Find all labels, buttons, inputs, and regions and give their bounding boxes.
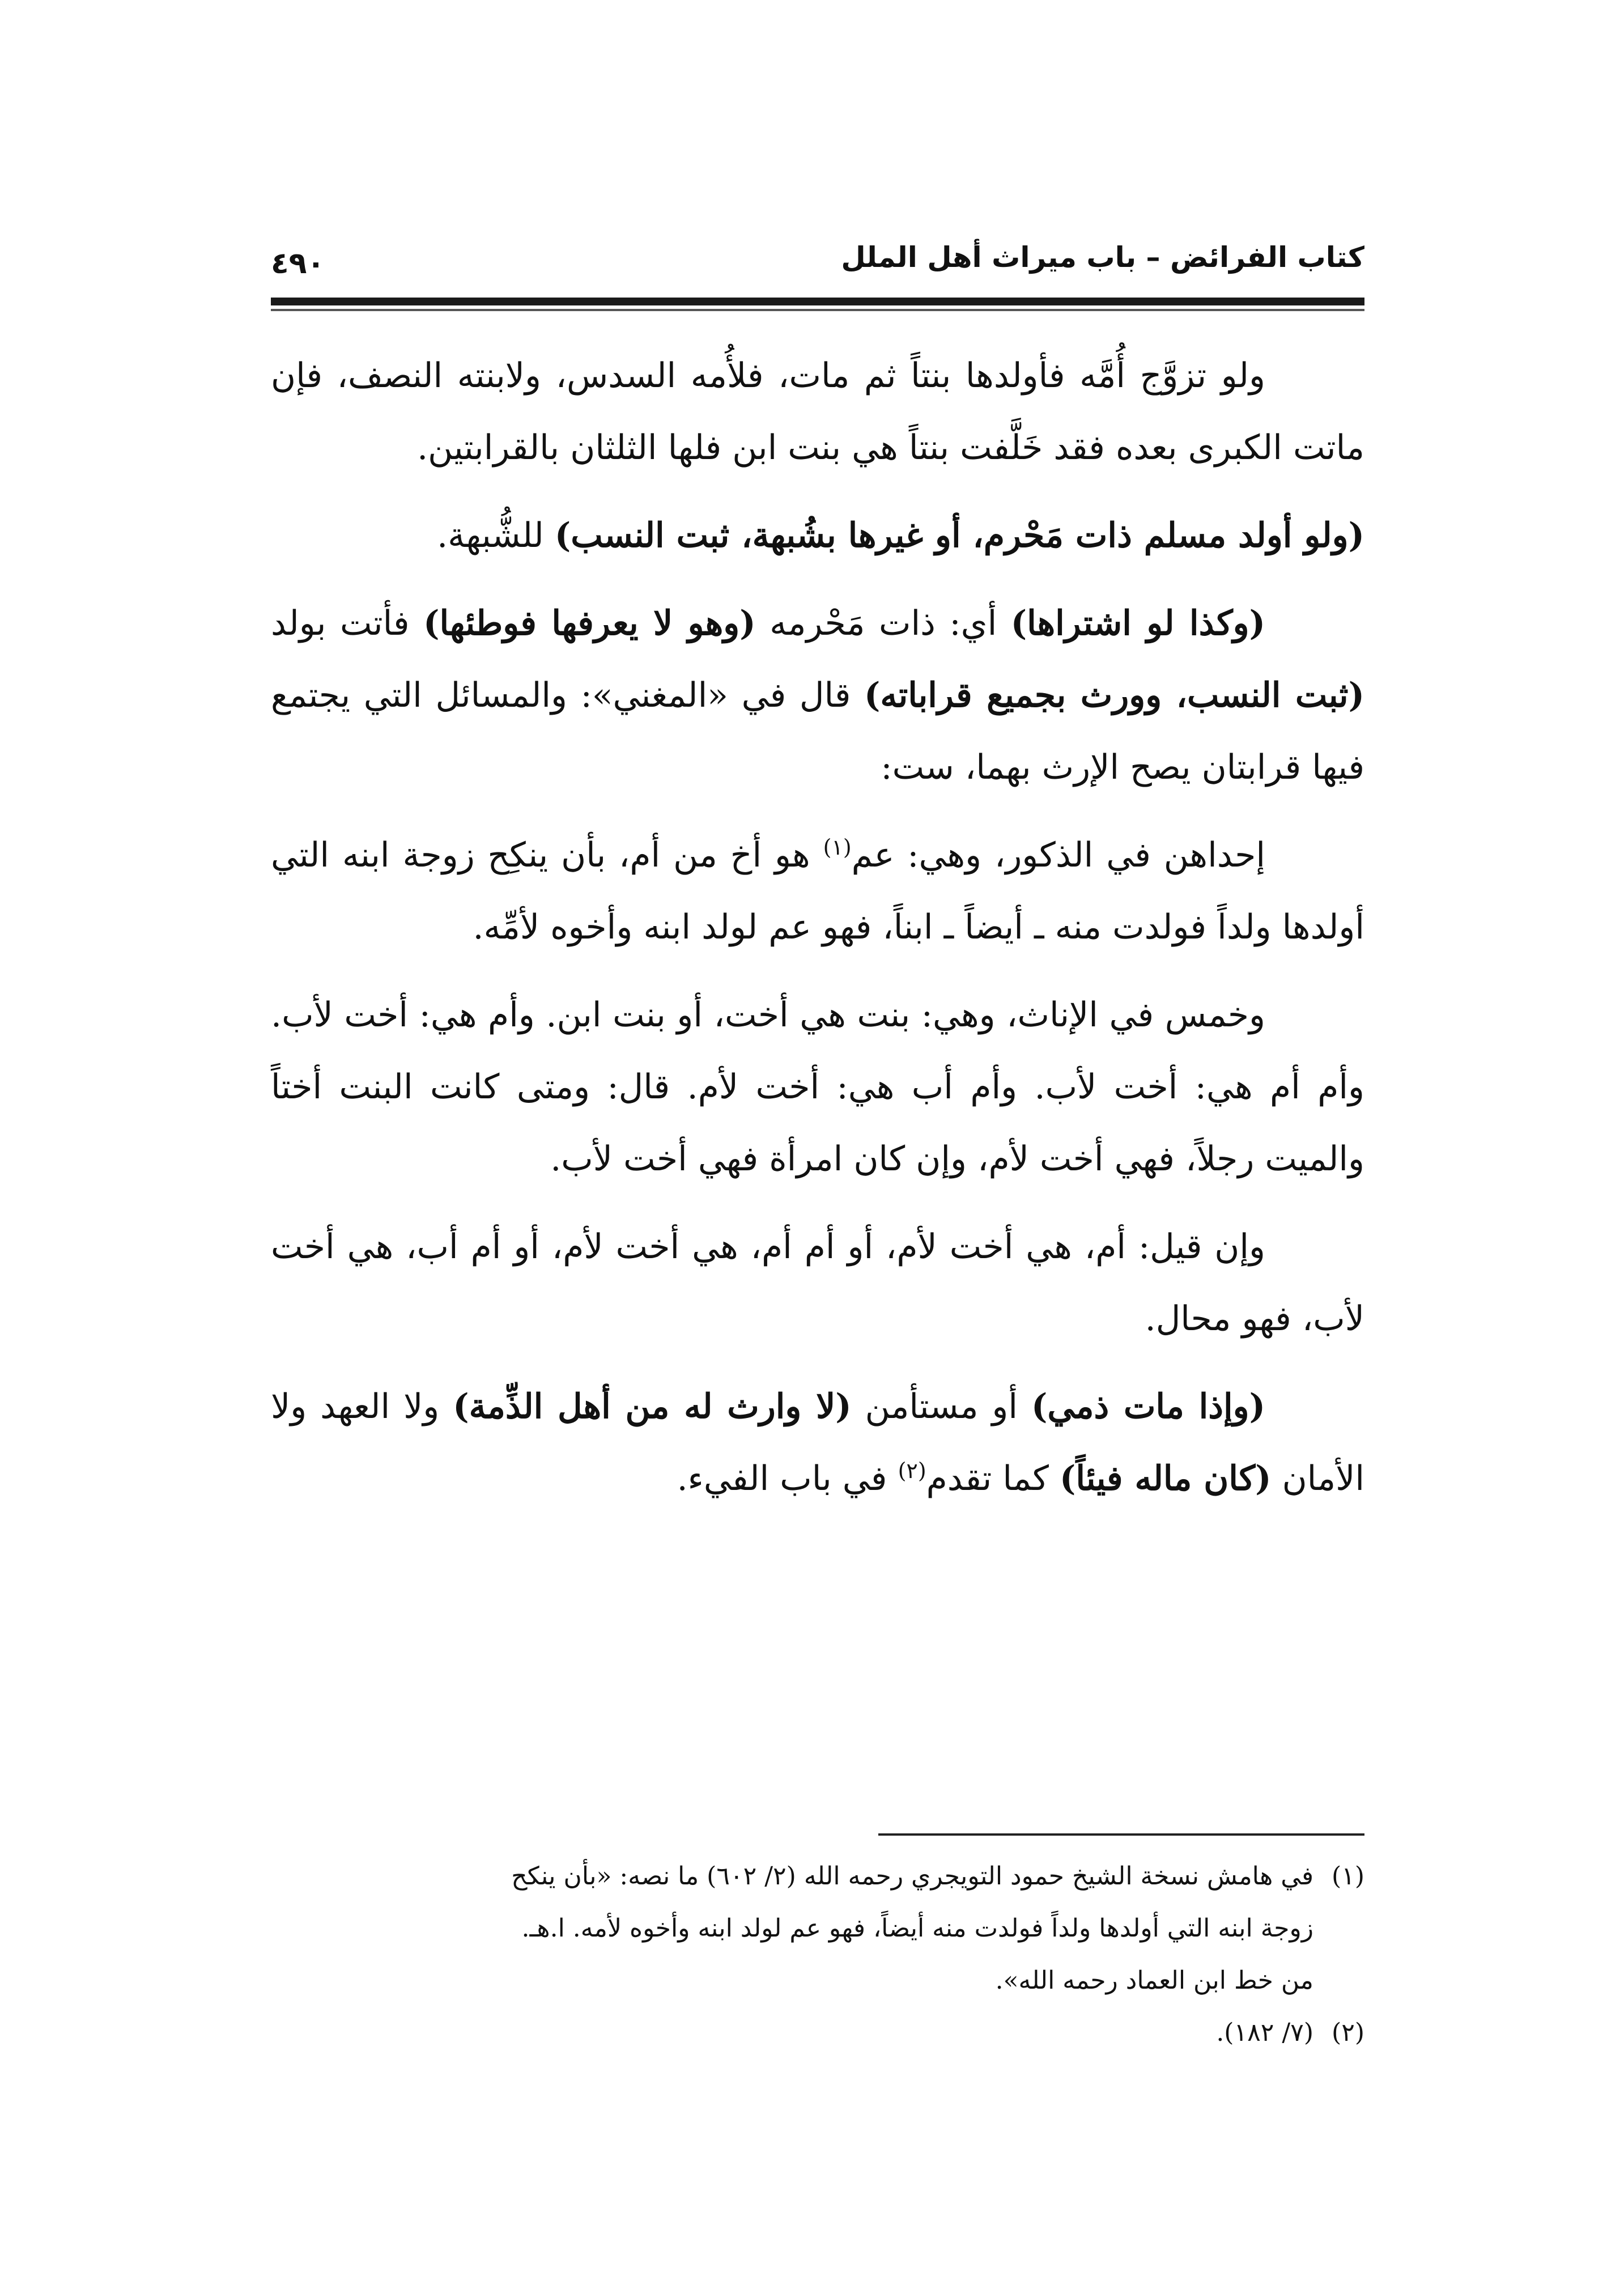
footnote-number: (٢) <box>1332 2018 1364 2047</box>
sharh-text: أي: ذات مَحْرمه <box>755 604 1011 643</box>
footnote-number: (١) <box>1332 1862 1364 1891</box>
sharh-text: للشُّبهة. <box>437 516 555 555</box>
matn-text: (وإذا مات ذمي) <box>1031 1387 1265 1426</box>
sharh-text: ولا العهد ولا الأمان <box>271 1387 1364 1498</box>
footnotes <box>271 1850 1364 2059</box>
sharh-text: هو أخ من أم، بأن ينكِح زوجة ابنه التي أولدها ولداً فولدت منه ـ أيضاً ـ ابناً، فهو عم لولد ابنه وأخوه لأمِّه. <box>271 835 1364 947</box>
footnote-line: زوجة ابنه التي أولدها ولداً فولدت منه أيضاً، فهو عم لولد ابنه وأخوه لأمه. ا.هـ. <box>521 1914 1313 1943</box>
paragraph <box>271 1371 1364 1515</box>
sharh-text: كما تقدم <box>926 1459 1060 1498</box>
footnote-line: (٧/ ١٨٢). <box>1216 2018 1313 2047</box>
sharh-text: قال في «المغني»: والمسائل التي يجتمع فيها قرابتان يصح الإرث بهما، ست: <box>271 676 1364 787</box>
paragraph <box>271 819 1364 963</box>
footnote-reference: (١) <box>823 835 852 860</box>
matn-text: (لا وارث له من أهل الذِّمة) <box>453 1387 852 1426</box>
header-rule <box>271 298 1364 305</box>
matn-text: (كان ماله فيئاً) <box>1060 1459 1272 1498</box>
footnote <box>271 2007 1364 2059</box>
sharh-text: في باب الفيء. <box>677 1459 898 1498</box>
sharh-text: إحداهن في الذكور، وهي: عم <box>851 835 1265 875</box>
paragraph <box>271 979 1364 1195</box>
header-rule-thin <box>271 309 1364 311</box>
sharh-text: وإن قيل: أم، هي أخت لأم، أو أم أم، هي أخت لأم، أو أم أب، هي أخت لأب، فهو محال. <box>271 1227 1364 1339</box>
matn-text: (وهو لا يعرفها فوطئها) <box>423 604 756 643</box>
sharh-text: وخمس في الإناث، وهي: بنت هي أخت، أو بنت ابن. وأم هي: أخت لأب. وأم أم هي: أخت لأب. وأم أب هي: أخت لأم. قال: ومتى كانت البنت أختاً والميت رجلاً، فهي أخت لأم، وإن كان امرأة فهي أخت لأب. <box>271 995 1364 1179</box>
sharh-text: أو مستأمن <box>851 1387 1031 1426</box>
paragraph <box>271 340 1364 484</box>
sharh-text: فأتت بولد <box>271 604 424 643</box>
page-number: ٤٩٠ <box>271 247 325 281</box>
footnote-separator <box>878 1833 1364 1836</box>
footnote <box>271 1850 1364 2007</box>
page-header <box>271 230 1364 292</box>
footnote-reference: (٢) <box>898 1458 926 1483</box>
matn-text: (ثبت النسب، وورث بجميع قراباته) <box>864 676 1364 715</box>
main-text <box>271 340 1364 1531</box>
footnote-line: من خط ابن العماد رحمه الله». <box>995 1966 1313 1995</box>
paragraph <box>271 500 1364 572</box>
footnote-line: في هامش نسخة الشيخ حمود التويجري رحمه الله (٢/ ٦٠٢) ما نصه: «بأن ينكح <box>511 1862 1313 1891</box>
running-title: كتاب الفرائض – باب ميراث أهل الملل <box>841 241 1364 274</box>
sharh-text: ولو تزوَّج أُمَّه فأولدها بنتاً ثم مات، فلأُمه السدس، ولابنته النصف، فإن ماتت الكبرى بعده فقد خَلَّفت بنتاً هي بنت ابن فلها الثلثان بالقرابتين. <box>271 356 1364 468</box>
paragraph <box>271 1211 1364 1355</box>
paragraph <box>271 588 1364 804</box>
matn-text: (وكذا لو اشتراها) <box>1010 604 1266 643</box>
matn-text: (ولو أولد مسلم ذات مَحْرم، أو غيرها بشُبهة، ثبت النسب) <box>554 516 1364 555</box>
